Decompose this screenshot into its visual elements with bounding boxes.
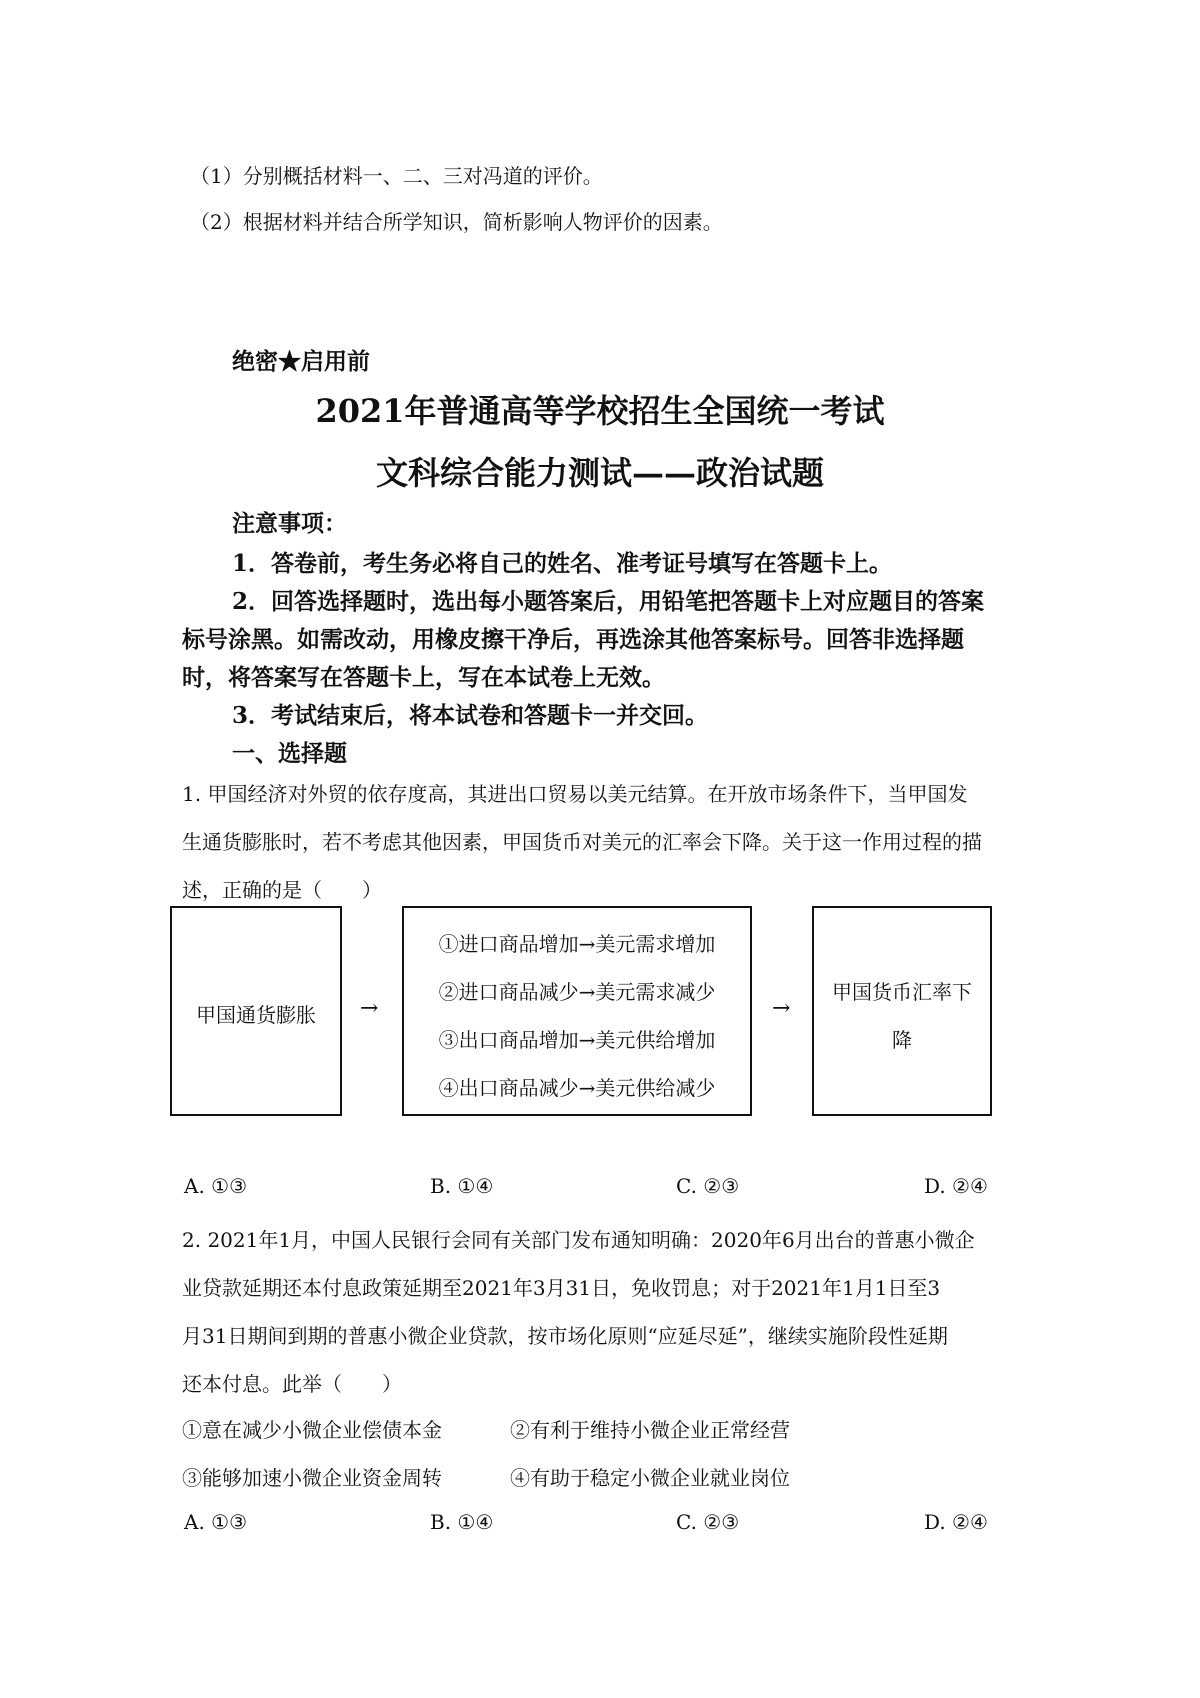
q2-option-a[interactable]: A. ①③ — [184, 1510, 248, 1534]
exam-subtitle: 文科综合能力测试——政治试题 — [375, 454, 824, 492]
q2-line-4: 还本付息。此举（ ） — [182, 1372, 402, 1396]
section-heading: 一、选择题 — [232, 740, 347, 767]
q2-option-c[interactable]: C. ②③ — [676, 1510, 740, 1534]
diagram-right-box — [812, 906, 992, 1116]
q2-item-1: ①意在减少小微企业偿债本金 — [182, 1418, 442, 1442]
q2-item-4: ④有助于稳定小微企业就业岗位 — [510, 1466, 790, 1490]
diagram-arrow-2: → — [772, 996, 791, 1021]
diagram-item-1: ①进口商品增加→美元需求增加 — [438, 932, 716, 956]
q2-line-2: 业贷款延期还本付息政策延期至2021年3月31日，免收罚息；对于2021年1月1日至3 — [182, 1276, 941, 1300]
q2-item-3: ③能够加速小微企业资金周转 — [182, 1466, 442, 1490]
q1-line-2: 生通货膨胀时，若不考虑其他因素，甲国货币对美元的汇率会下降。关于这一作用过程的描 — [182, 830, 982, 854]
q1-line-3: 述，正确的是（ ） — [182, 878, 382, 902]
diagram-item-2: ②进口商品减少→美元需求减少 — [438, 980, 716, 1004]
diagram-left-text: 甲国通货膨胀 — [196, 1003, 316, 1027]
diagram-left-box — [170, 906, 342, 1116]
q2-option-b[interactable]: B. ①④ — [430, 1510, 494, 1534]
secret-label: 绝密★启用前 — [232, 348, 370, 375]
q1-option-c[interactable]: C. ②③ — [676, 1174, 740, 1198]
q1-line-1: 1. 甲国经济对外贸的依存度高，其进出口贸易以美元结算。在开放市场条件下，当甲国发 — [182, 782, 968, 806]
exam-title: 2021年普通高等学校招生全国统一考试 — [315, 392, 885, 430]
prev-question-1: （1）分别概括材料一、二、三对冯道的评价。 — [190, 164, 603, 188]
q1-option-b[interactable]: B. ①④ — [430, 1174, 494, 1198]
q2-item-2: ②有利于维持小微企业正常经营 — [510, 1418, 790, 1442]
note-2-line-3: 时，将答案写在答题卡上，写在本试卷上无效。 — [182, 664, 665, 691]
note-2-line-2: 标号涂黑。如需改动，用橡皮擦干净后，再选涂其他答案标号。回答非选择题 — [182, 626, 964, 653]
q2-line-3: 月31日期间到期的普惠小微企业贷款，按市场化原则“应延尽延”，继续实施阶段性延期 — [182, 1324, 948, 1348]
diagram-right-line-1: 甲国货币汇率下 — [832, 980, 972, 1004]
diagram-middle-box — [402, 906, 752, 1116]
diagram-right-line-2: 降 — [892, 1028, 912, 1052]
note-3: 3．考试结束后，将本试卷和答题卡一并交回。 — [232, 702, 709, 729]
q1-option-d[interactable]: D. ②④ — [924, 1174, 988, 1198]
diagram-item-3: ③出口商品增加→美元供给增加 — [438, 1028, 716, 1052]
note-1: 1．答卷前，考生务必将自己的姓名、准考证号填写在答题卡上。 — [232, 550, 893, 577]
prev-question-2: （2）根据材料并结合所学知识，简析影响人物评价的因素。 — [190, 210, 723, 234]
diagram-item-4: ④出口商品减少→美元供给减少 — [438, 1076, 716, 1100]
q2-option-d[interactable]: D. ②④ — [924, 1510, 988, 1534]
notes-heading: 注意事项： — [232, 510, 347, 537]
q2-line-1: 2. 2021年1月，中国人民银行会同有关部门发布通知明确：2020年6月出台的普惠小微企 — [182, 1228, 975, 1252]
q1-option-a[interactable]: A. ①③ — [184, 1174, 248, 1198]
diagram-arrow-1: → — [360, 996, 379, 1021]
note-2-line-1: 2．回答选择题时，选出每小题答案后，用铅笔把答题卡上对应题目的答案 — [232, 588, 985, 615]
